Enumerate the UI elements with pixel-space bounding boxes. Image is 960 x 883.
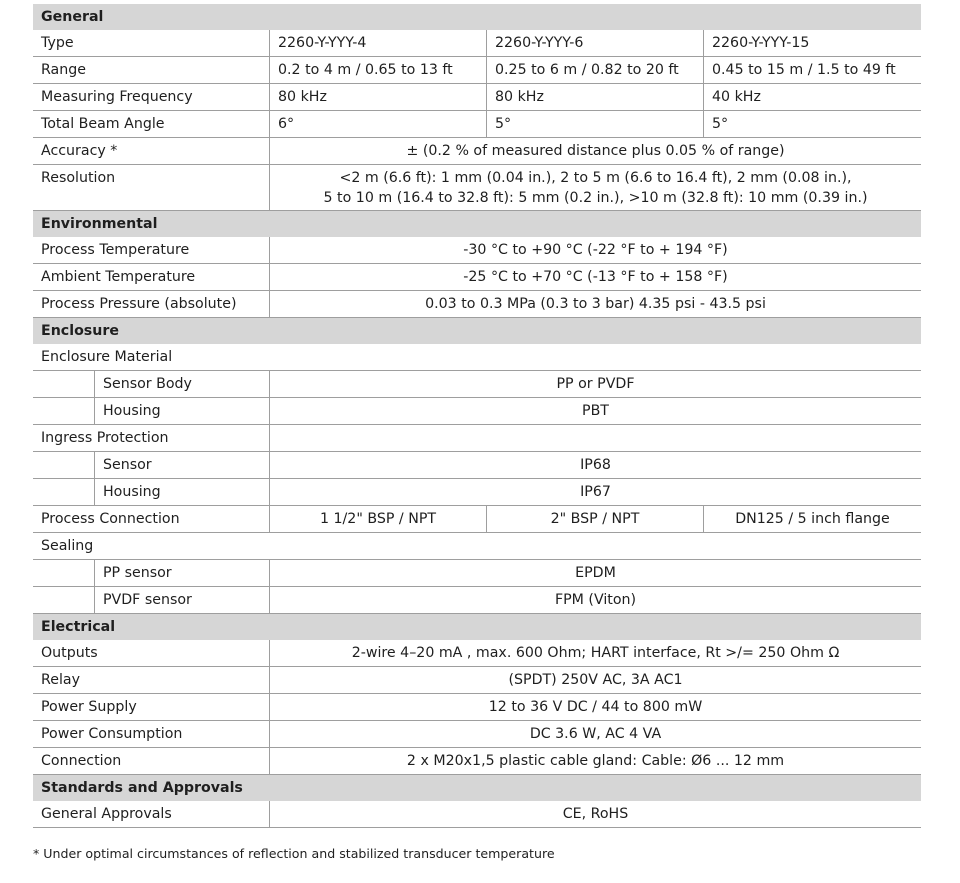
row-label: Process Temperature: [33, 237, 270, 263]
cell-value: EPDM: [575, 565, 616, 581]
row-label: Total Beam Angle: [33, 111, 270, 137]
row-label: Process Connection: [33, 506, 270, 532]
indent-spacer: [33, 452, 95, 478]
row-label: Process Pressure (absolute): [33, 291, 270, 317]
cell-range-6: 0.25 to 6 m / 0.82 to 20 ft: [487, 57, 704, 83]
cell-connection-15: DN125 / 5 inch flange: [735, 511, 890, 527]
cell-resolution: [270, 165, 921, 210]
table-row-enclosure-material: [33, 344, 921, 371]
cell-range-4: 0.2 to 4 m / 0.65 to 13 ft: [270, 57, 487, 83]
cell-beam-4: 6°: [270, 111, 487, 137]
footnote: * Under optimal circumstances of reflection and stabilized transducer temperature: [33, 846, 555, 861]
table-row-frequency: [33, 84, 921, 111]
table-row-pvdf-sensor: [33, 587, 921, 614]
cell-accuracy: ± (0.2 % of measured distance plus 0.05 % of range): [406, 143, 785, 159]
cell-value: (SPDT) 250V AC, 3A AC1: [508, 672, 683, 688]
row-label: Connection: [33, 748, 270, 774]
row-label: Ambient Temperature: [33, 264, 270, 290]
cell-value: -25 °C to +70 °C (-13 °F to + 158 °F): [463, 269, 728, 285]
table-row-power-consumption: [33, 721, 921, 748]
cell-frequency-6: 80 kHz: [487, 84, 704, 110]
cell-value: 2-wire 4–20 mA , max. 600 Ohm; HART interface, Rt >/= 250 Ohm Ω: [351, 645, 840, 661]
row-label: Relay: [33, 667, 270, 693]
indent-spacer: [33, 560, 95, 586]
row-label: Resolution: [33, 165, 270, 210]
cell-model-4: 2260-Y-YYY-4: [270, 30, 487, 56]
section-header-enclosure: Enclosure: [33, 318, 921, 344]
row-sublabel: PP sensor: [95, 560, 270, 586]
table-row-outputs: [33, 640, 921, 667]
row-label: Power Consumption: [33, 721, 270, 747]
table-row-pp-sensor: [33, 560, 921, 587]
table-row-process-temperature: [33, 237, 921, 264]
row-label: Range: [33, 57, 270, 83]
section-header-environmental: Environmental: [33, 211, 921, 237]
cell-value: IP68: [580, 457, 611, 473]
table-row-relay: [33, 667, 921, 694]
row-label: Ingress Protection: [33, 425, 270, 451]
table-row-connection: [33, 748, 921, 775]
table-row-ingress-sensor: [33, 452, 921, 479]
section-header-general: General: [33, 4, 921, 30]
row-sublabel: Sensor: [95, 452, 270, 478]
cell-beam-6: 5°: [487, 111, 704, 137]
section-header-standards: Standards and Approvals: [33, 775, 921, 801]
cell-value: 0.03 to 0.3 MPa (0.3 to 3 bar) 4.35 psi - 43.5 psi: [425, 296, 766, 312]
table-row-process-pressure: [33, 291, 921, 318]
cell-frequency-4: 80 kHz: [270, 84, 487, 110]
row-label: Power Supply: [33, 694, 270, 720]
table-row-resolution: [33, 165, 921, 211]
cell-value: 12 to 36 V DC / 44 to 800 mW: [488, 699, 703, 715]
row-label: Accuracy *: [33, 138, 270, 164]
section-header-electrical: Electrical: [33, 614, 921, 640]
cell-model-6: 2260-Y-YYY-6: [487, 30, 704, 56]
row-label: General Approvals: [33, 801, 270, 827]
table-row-ingress-protection: [33, 425, 921, 452]
cell-value: PBT: [582, 403, 609, 419]
cell-value: IP67: [580, 484, 611, 500]
resolution-line-2: 5 to 10 m (16.4 to 32.8 ft): 5 mm (0.2 in.), >10 m (32.8 ft): 10 mm (0.39 in.): [323, 189, 868, 206]
table-row-type: [33, 30, 921, 57]
cell-connection-4: 1 1/2" BSP / NPT: [270, 506, 487, 532]
cell-value: DC 3.6 W, AC 4 VA: [529, 726, 662, 742]
indent-spacer: [33, 398, 95, 424]
table-row-beam-angle: [33, 111, 921, 138]
cell-value: PP or PVDF: [556, 376, 635, 392]
specification-table: [33, 4, 921, 828]
row-sublabel: Sensor Body: [95, 371, 270, 397]
cell-beam-15: 5°: [712, 116, 729, 132]
row-label: Enclosure Material: [41, 349, 173, 365]
cell-value: FPM (Viton): [554, 592, 637, 608]
cell-empty: [270, 425, 921, 451]
cell-value: CE, RoHS: [562, 806, 629, 822]
cell-value: 2 x M20x1,5 plastic cable gland: Cable: Ø6 ... 12 mm: [406, 753, 785, 769]
row-sublabel: Housing: [95, 398, 270, 424]
row-sublabel: PVDF sensor: [95, 587, 270, 613]
table-row-sensor-body: [33, 371, 921, 398]
row-label: Sealing: [41, 538, 94, 554]
table-row-general-approvals: [33, 801, 921, 828]
indent-spacer: [33, 371, 95, 397]
table-row-accuracy: [33, 138, 921, 165]
indent-spacer: [33, 479, 95, 505]
row-label: Type: [33, 30, 270, 56]
resolution-line-1: <2 m (6.6 ft): 1 mm (0.04 in.), 2 to 5 m (6.6 to 16.4 ft), 2 mm (0.08 in.),: [339, 169, 852, 186]
cell-connection-6: 2" BSP / NPT: [487, 506, 704, 532]
indent-spacer: [33, 587, 95, 613]
table-row-power-supply: [33, 694, 921, 721]
row-sublabel: Housing: [95, 479, 270, 505]
table-row-sealing: [33, 533, 921, 560]
table-row-ingress-housing: [33, 479, 921, 506]
row-label: Measuring Frequency: [33, 84, 270, 110]
table-row-process-connection: [33, 506, 921, 533]
cell-frequency-15: 40 kHz: [712, 89, 761, 105]
cell-model-15: 2260-Y-YYY-15: [712, 35, 810, 51]
cell-range-15: 0.45 to 15 m / 1.5 to 49 ft: [712, 62, 896, 78]
cell-value: -30 °C to +90 °C (-22 °F to + 194 °F): [463, 242, 728, 258]
table-row-enclosure-housing: [33, 398, 921, 425]
row-label: Outputs: [33, 640, 270, 666]
table-row-range: [33, 57, 921, 84]
table-row-ambient-temperature: [33, 264, 921, 291]
